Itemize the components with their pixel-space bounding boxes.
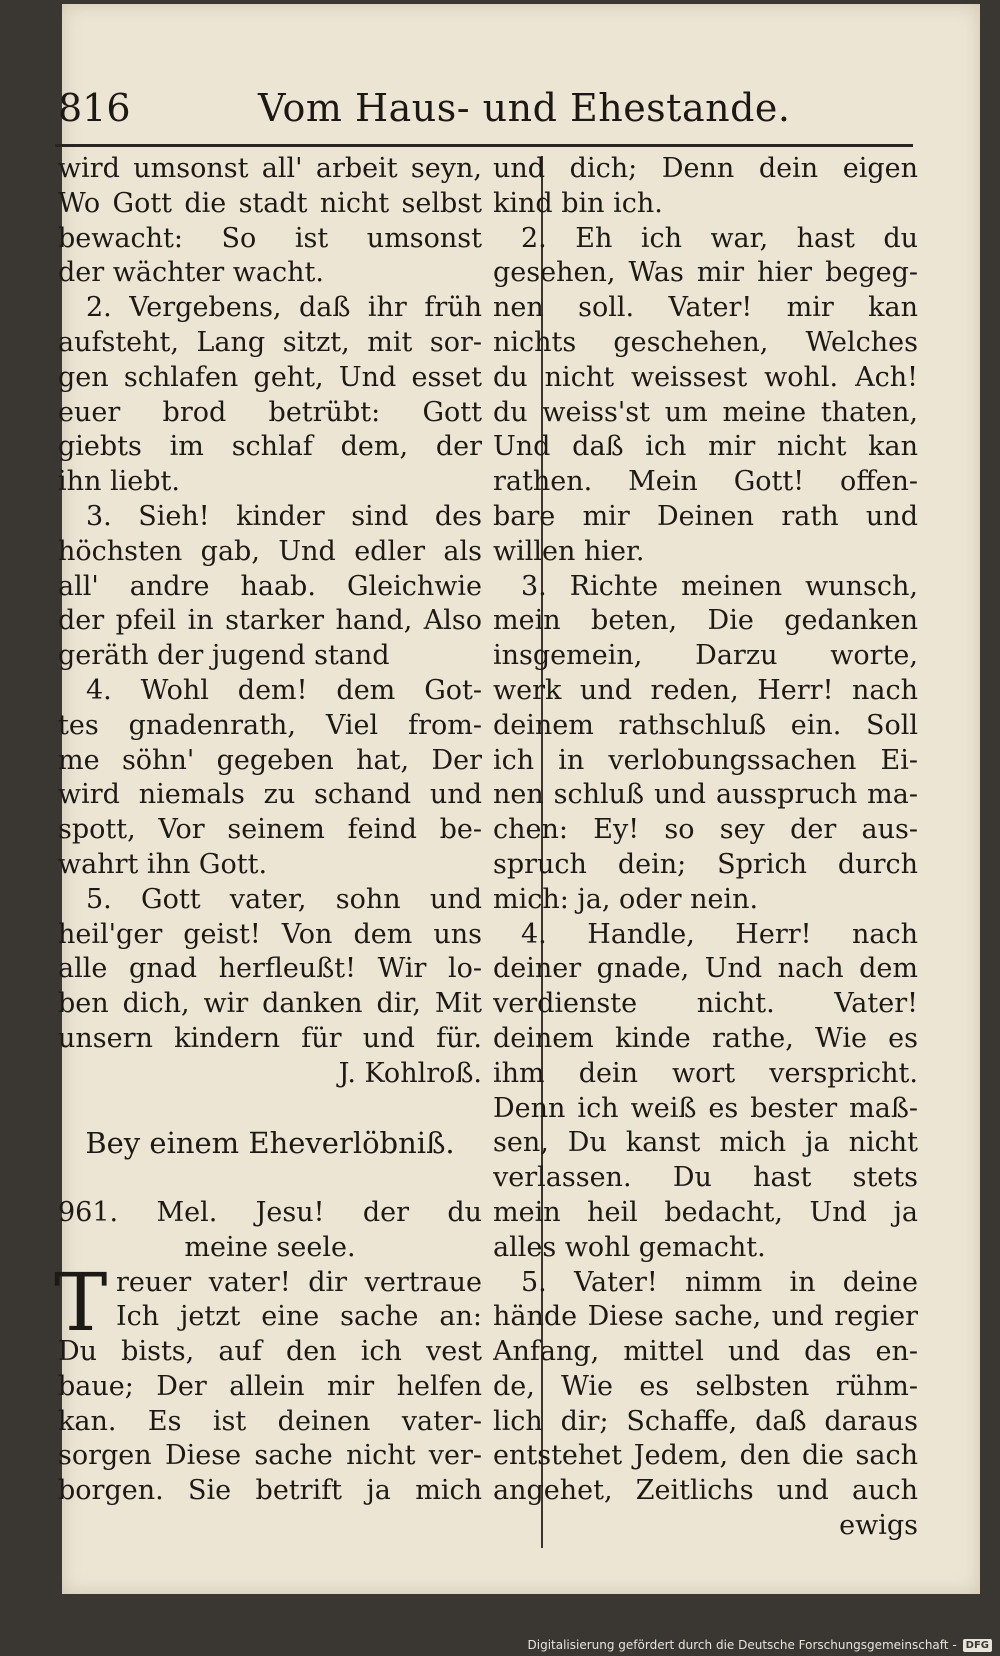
text-line: du weiss'st um meine thaten, bbox=[493, 396, 918, 428]
stanza-3 bbox=[58, 500, 482, 674]
text-line: kan. Es ist deinen vater- bbox=[58, 1405, 482, 1437]
text-line: wird niemals zu schand und bbox=[58, 779, 482, 811]
text-line: nichts geschehen, Welches bbox=[493, 326, 918, 358]
stanza-2 bbox=[58, 291, 482, 500]
stanza-3 bbox=[493, 570, 918, 918]
stanza-text bbox=[58, 152, 482, 291]
text-line: angehet, Zeitlichs und auch bbox=[493, 1475, 918, 1507]
text-line: höchsten gab, Und edler als bbox=[58, 535, 482, 567]
text-line: aufsteht, Lang sitzt, mit sor- bbox=[58, 326, 482, 358]
text-line: 4. Wohl dem! dem Got- bbox=[86, 674, 482, 706]
text-line: tes gnadenrath, Viel from- bbox=[58, 709, 482, 741]
text-line: Ich jetzt eine sache an: bbox=[116, 1301, 482, 1333]
running-title: Vom Haus- und Ehestande. bbox=[258, 86, 791, 130]
page-header bbox=[58, 86, 908, 136]
section-heading: Bey einem Eheverlöbniß. bbox=[85, 1126, 455, 1161]
text-line: Und daß ich mir nicht kan bbox=[493, 431, 918, 463]
author-attribution: J. Kohlroß. bbox=[338, 1057, 482, 1089]
text-line: werk und reden, Herr! nach bbox=[493, 674, 918, 706]
text-line: ihn liebt. bbox=[58, 466, 180, 498]
text-line: spruch dein; Sprich durch bbox=[493, 848, 918, 880]
text-line: euer brod betrübt: Gott bbox=[58, 396, 482, 428]
stanza-5 bbox=[493, 1266, 918, 1510]
text-line: entstehet Jedem, den die sach bbox=[493, 1440, 918, 1472]
text-line: bare mir Deinen rath und bbox=[493, 500, 918, 532]
stanza-2 bbox=[493, 222, 918, 570]
header-rule bbox=[55, 144, 913, 147]
text-line: insgemein, Darzu worte, bbox=[493, 640, 918, 672]
text-line: wahrt ihn Gott. bbox=[58, 848, 268, 880]
text-line: kind bin ich. bbox=[493, 187, 663, 219]
text-line: willen hier. bbox=[493, 535, 645, 567]
stanza-5 bbox=[58, 883, 482, 1057]
text-line: bewacht: So ist umsonst bbox=[58, 222, 482, 254]
text-line: gesehen, Was mir hier begeg- bbox=[493, 257, 918, 289]
text-line: 3. Sieh! kinder sind des bbox=[86, 500, 482, 532]
right-column bbox=[493, 152, 918, 1544]
text-line: rathen. Mein Gott! offen- bbox=[493, 466, 918, 498]
text-line: verlassen. Du hast stets bbox=[493, 1162, 918, 1194]
text-line: alle gnad herfleußt! Wir lo- bbox=[58, 953, 482, 985]
text-line: der wächter wacht. bbox=[58, 257, 324, 289]
text-line: 2. Eh ich war, hast du bbox=[521, 222, 918, 254]
text-line: de, Wie es selbsten rühm- bbox=[493, 1370, 918, 1402]
text-line: Du bists, auf den ich vest bbox=[58, 1336, 482, 1368]
left-column bbox=[54, 152, 482, 1509]
text-line: ich in verlobungssachen Ei- bbox=[493, 744, 918, 776]
text-line: gen schlafen geht, Und esset bbox=[58, 361, 482, 393]
text-line: giebts im schlaf dem, der bbox=[58, 431, 482, 463]
spacer bbox=[58, 1092, 482, 1127]
melody-line: meine seele. bbox=[184, 1231, 356, 1263]
text-line: baue; Der allein mir helfen bbox=[58, 1370, 482, 1402]
stanza-4 bbox=[58, 674, 482, 883]
text-line: mein heil bedacht, Und ja bbox=[493, 1196, 918, 1228]
text-line: spott, Vor seinem feind be- bbox=[58, 814, 482, 846]
text-line: deinem kinde rathe, Wie es bbox=[493, 1022, 918, 1054]
text-line: unsern kindern für und für. bbox=[58, 1022, 482, 1054]
dropcap-letter: T bbox=[54, 1255, 108, 1349]
text-line: 5. Gott vater, sohn und bbox=[86, 883, 482, 915]
text-line: geräth der jugend stand bbox=[58, 640, 390, 672]
text-line: heil'ger geist! Von dem uns bbox=[58, 918, 482, 950]
dfg-logo: DFG bbox=[963, 1639, 992, 1652]
text-line: nen schluß und ausspruch ma- bbox=[493, 779, 918, 811]
text-line: du nicht weissest wohl. Ach! bbox=[493, 361, 918, 393]
text-line: 3. Richte meinen wunsch, bbox=[521, 570, 918, 602]
footer-text: Digitalisierung gefördert durch die Deutsche Forschungsgemeinschaft - bbox=[527, 1638, 957, 1652]
text-line: alles wohl gemacht. bbox=[493, 1231, 766, 1263]
text-line: lich dir; Schaffe, daß daraus bbox=[493, 1405, 918, 1437]
text-line: ben dich, wir danken dir, Mit bbox=[58, 988, 482, 1020]
text-line: me söhn' gegeben hat, Der bbox=[58, 744, 482, 776]
text-line: nen soll. Vater! mir kan bbox=[493, 292, 918, 324]
spacer bbox=[58, 1161, 482, 1196]
text-line: all' andre haab. Gleichwie bbox=[58, 570, 482, 602]
text-line: reuer vater! dir vertraue bbox=[116, 1266, 482, 1298]
text-line: deinem rathschluß ein. Soll bbox=[493, 709, 918, 741]
stanza-4 bbox=[493, 918, 918, 1266]
stanza-6 bbox=[58, 1335, 482, 1509]
text-line: der pfeil in starker hand, Also bbox=[58, 605, 482, 637]
text-line: mein beten, Die gedanken bbox=[493, 605, 918, 637]
text-line: 4. Handle, Herr! nach bbox=[521, 918, 918, 950]
text-line: Denn ich weiß es bester maß- bbox=[493, 1092, 918, 1124]
text-line: ihm dein wort verspricht. bbox=[493, 1057, 918, 1089]
text-line: hände Diese sache, und regier bbox=[493, 1301, 918, 1333]
text-line: 5. Vater! nimm in deine bbox=[521, 1266, 918, 1298]
hymn-number-line: 961. Mel. Jesu! der du bbox=[58, 1196, 482, 1228]
text-line: verdienste nicht. Vater! bbox=[493, 988, 918, 1020]
digitization-footer bbox=[528, 1638, 993, 1652]
page-number: 816 bbox=[58, 86, 131, 130]
text-line: wird umsonst all' arbeit seyn, bbox=[58, 153, 482, 184]
dropcap-block bbox=[54, 1255, 482, 1349]
catchword: ewigs bbox=[839, 1510, 918, 1542]
text-line: borgen. Sie betrift ja mich bbox=[58, 1475, 482, 1507]
text-line: 2. Vergebens, daß ihr früh bbox=[86, 292, 482, 324]
text-line: Anfang, mittel und das en- bbox=[493, 1336, 918, 1368]
text-line: mich: ja, oder nein. bbox=[493, 883, 759, 915]
text-line: deiner gnade, Und nach dem bbox=[493, 953, 918, 985]
text-line: chen: Ey! so sey der aus- bbox=[493, 814, 918, 846]
text-line: sorgen Diese sache nicht ver- bbox=[58, 1440, 482, 1472]
text-line: Wo Gott die stadt nicht selbst bbox=[58, 187, 482, 219]
text-line: und dich; Denn dein eigen bbox=[493, 153, 918, 184]
stanza-continuation bbox=[493, 152, 918, 222]
text-line: sen, Du kanst mich ja nicht bbox=[493, 1127, 918, 1159]
